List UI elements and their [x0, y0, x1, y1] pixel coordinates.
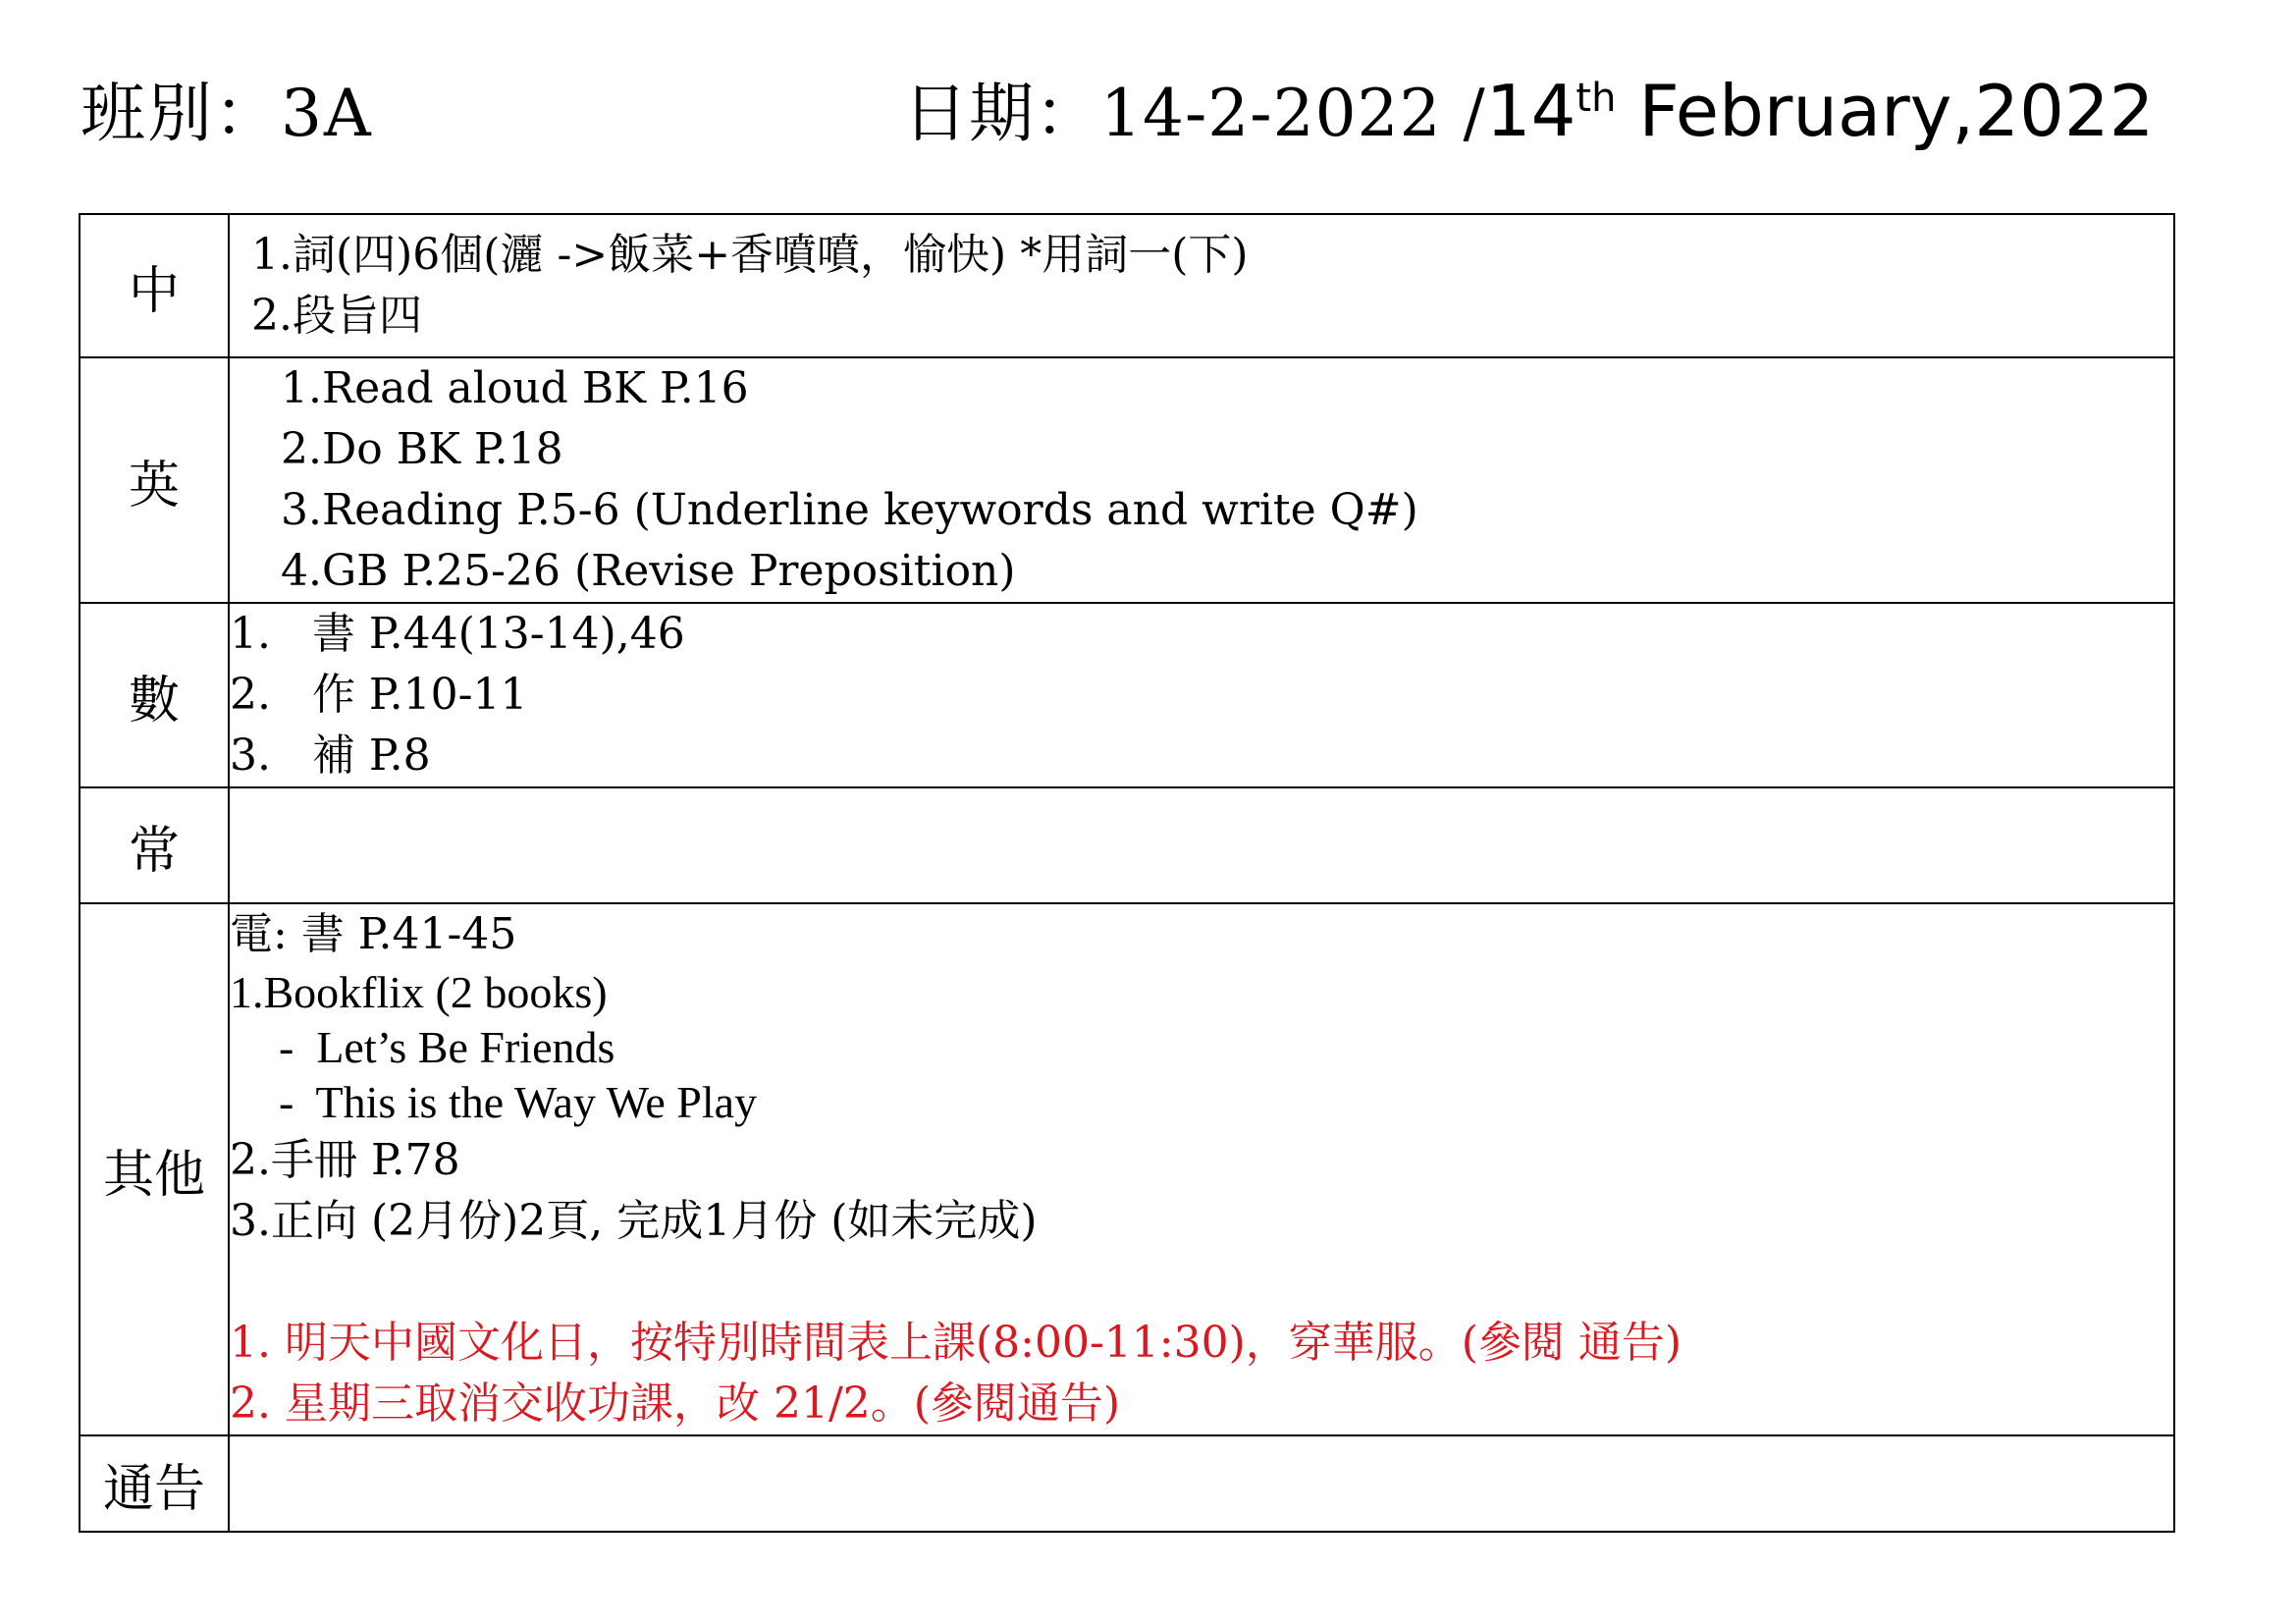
class-label: 班別：3A [80, 76, 373, 151]
chinese-line-1: 1.詞(四)6個(灑 ->飯菜+香噴噴，愉快) *用詞一(下) [251, 230, 1249, 280]
date [903, 61, 2155, 154]
content-chinese [229, 214, 2174, 357]
others-line-book-2: - This is the Way We Play [279, 1077, 758, 1127]
others-line-positive: 3.正向 (2月份)2頁, 完成1月份 (如未完成) [230, 1196, 1038, 1246]
date-suffix: th [1575, 76, 1617, 121]
others-line-handbook: 2.手冊 P.78 [230, 1135, 460, 1185]
content-others [229, 903, 2174, 1435]
row-chinese [80, 214, 2174, 357]
content-math [229, 603, 2174, 787]
notice-homework-cancel: 2. 星期三取消交收功課，改 21/2。(參閱通告) [230, 1379, 1121, 1429]
others-line-ebook: 電: 書 P.41-45 [230, 909, 517, 959]
content-notice [229, 1435, 2174, 1532]
content-general-studies [229, 787, 2174, 903]
math-line-3: 3. 補 P.8 [230, 730, 431, 781]
others-line-book-1: - Let’s Be Friends [279, 1022, 615, 1072]
row-math [80, 603, 2174, 787]
subject-others: 其他 [80, 903, 229, 1435]
others-line-bookflix: 1.Bookflix (2 books) [230, 967, 608, 1017]
row-others [80, 903, 2174, 1435]
spacer [230, 1252, 2173, 1313]
chinese-line-2: 2.段旨四 [251, 291, 422, 341]
subject-chinese: 中 [80, 214, 229, 357]
homework-table [79, 213, 2175, 1533]
row-general-studies [80, 787, 2174, 903]
english-line-1: 1.Read aloud BK P.16 [281, 363, 749, 413]
subject-english: 英 [80, 357, 229, 603]
content-english [229, 357, 2174, 603]
english-line-4: 4.GB P.25-26 (Revise Preposition) [281, 546, 1016, 596]
date-month-year: February,2022 [1616, 70, 2155, 152]
subject-math: 數 [80, 603, 229, 787]
english-line-3: 3.Reading P.5-6 (Underline keywords and write Q#) [281, 485, 1418, 535]
math-line-1: 1. 書 P.44(13-14),46 [230, 609, 685, 659]
date-english [1486, 70, 2155, 152]
subject-general-studies: 常 [80, 787, 229, 903]
date-label: 日期：14-2-2022 / [903, 76, 1486, 151]
row-english [80, 357, 2174, 603]
english-line-2: 2.Do BK P.18 [281, 424, 563, 474]
row-notice [80, 1435, 2174, 1532]
notice-culture-day: 1. 明天中國文化日，按特別時間表上課(8:00-11:30)，穿華服。(參閱 通告) [230, 1318, 1682, 1368]
date-day: 14 [1485, 70, 1576, 152]
header [0, 61, 2296, 169]
math-line-2: 2. 作 P.10-11 [230, 670, 528, 720]
subject-notice: 通告 [80, 1435, 229, 1532]
